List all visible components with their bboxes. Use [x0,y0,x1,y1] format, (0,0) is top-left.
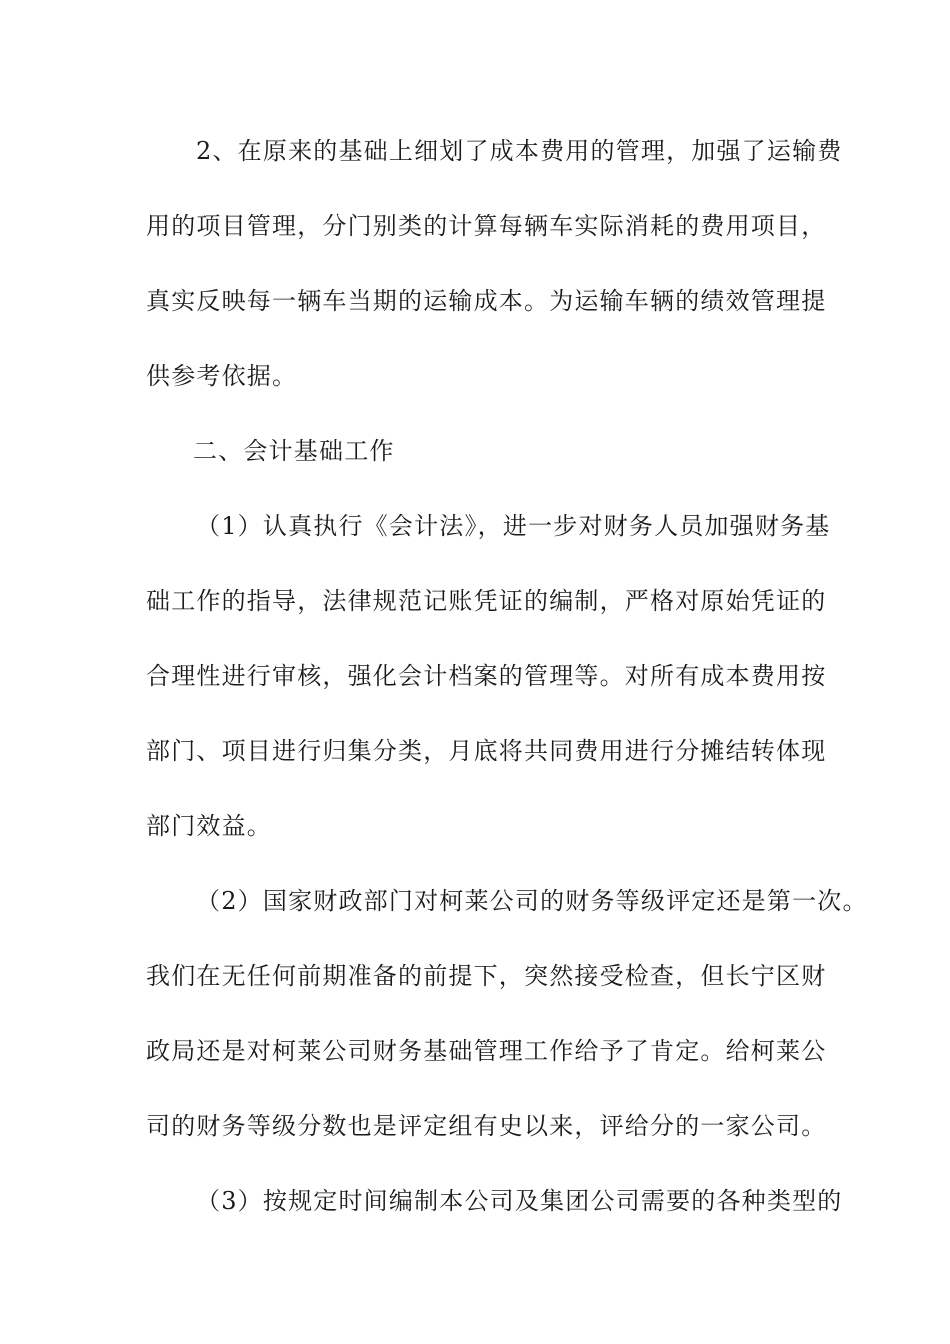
paragraph-line: 政局还是对柯莱公司财务基础管理工作给予了肯定。给柯莱公 [146,1037,827,1065]
paragraph-line: 部门效益。 [146,812,272,840]
paragraph-line: 部门、项目进行归集分类，月底将共同费用进行分摊结转体现 [146,737,827,765]
paragraph-line: （3）按规定时间编制本公司及集团公司需要的各种类型的 [196,1187,843,1215]
paragraph-line: 我们在无任何前期准备的前提下，突然接受检查，但长宁区财 [146,962,827,990]
paragraph-line: （2）国家财政部门对柯莱公司的财务等级评定还是第一次。 [196,887,868,915]
paragraph-line: 2、在原来的基础上细划了成本费用的管理，加强了运输费 [196,137,843,165]
paragraph-line: 础工作的指导，法律规范记账凭证的编制，严格对原始凭证的 [146,587,827,615]
paragraph-line: 真实反映每一辆车当期的运输成本。为运输车辆的绩效管理提 [146,287,827,315]
paragraph-line: 合理性进行审核，强化会计档案的管理等。对所有成本费用按 [146,662,827,690]
paragraph-line: 供参考依据。 [146,362,298,390]
paragraph-line: 司的财务等级分数也是评定组有史以来，评给分的一家公司。 [146,1112,827,1140]
paragraph-line: 用的项目管理，分门别类的计算每辆车实际消耗的费用项目， [146,212,827,240]
section-heading: 二、会计基础工作 [193,437,395,465]
paragraph-line: （1）认真执行《会计法》，进一步对财务人员加强财务基 [196,512,831,540]
